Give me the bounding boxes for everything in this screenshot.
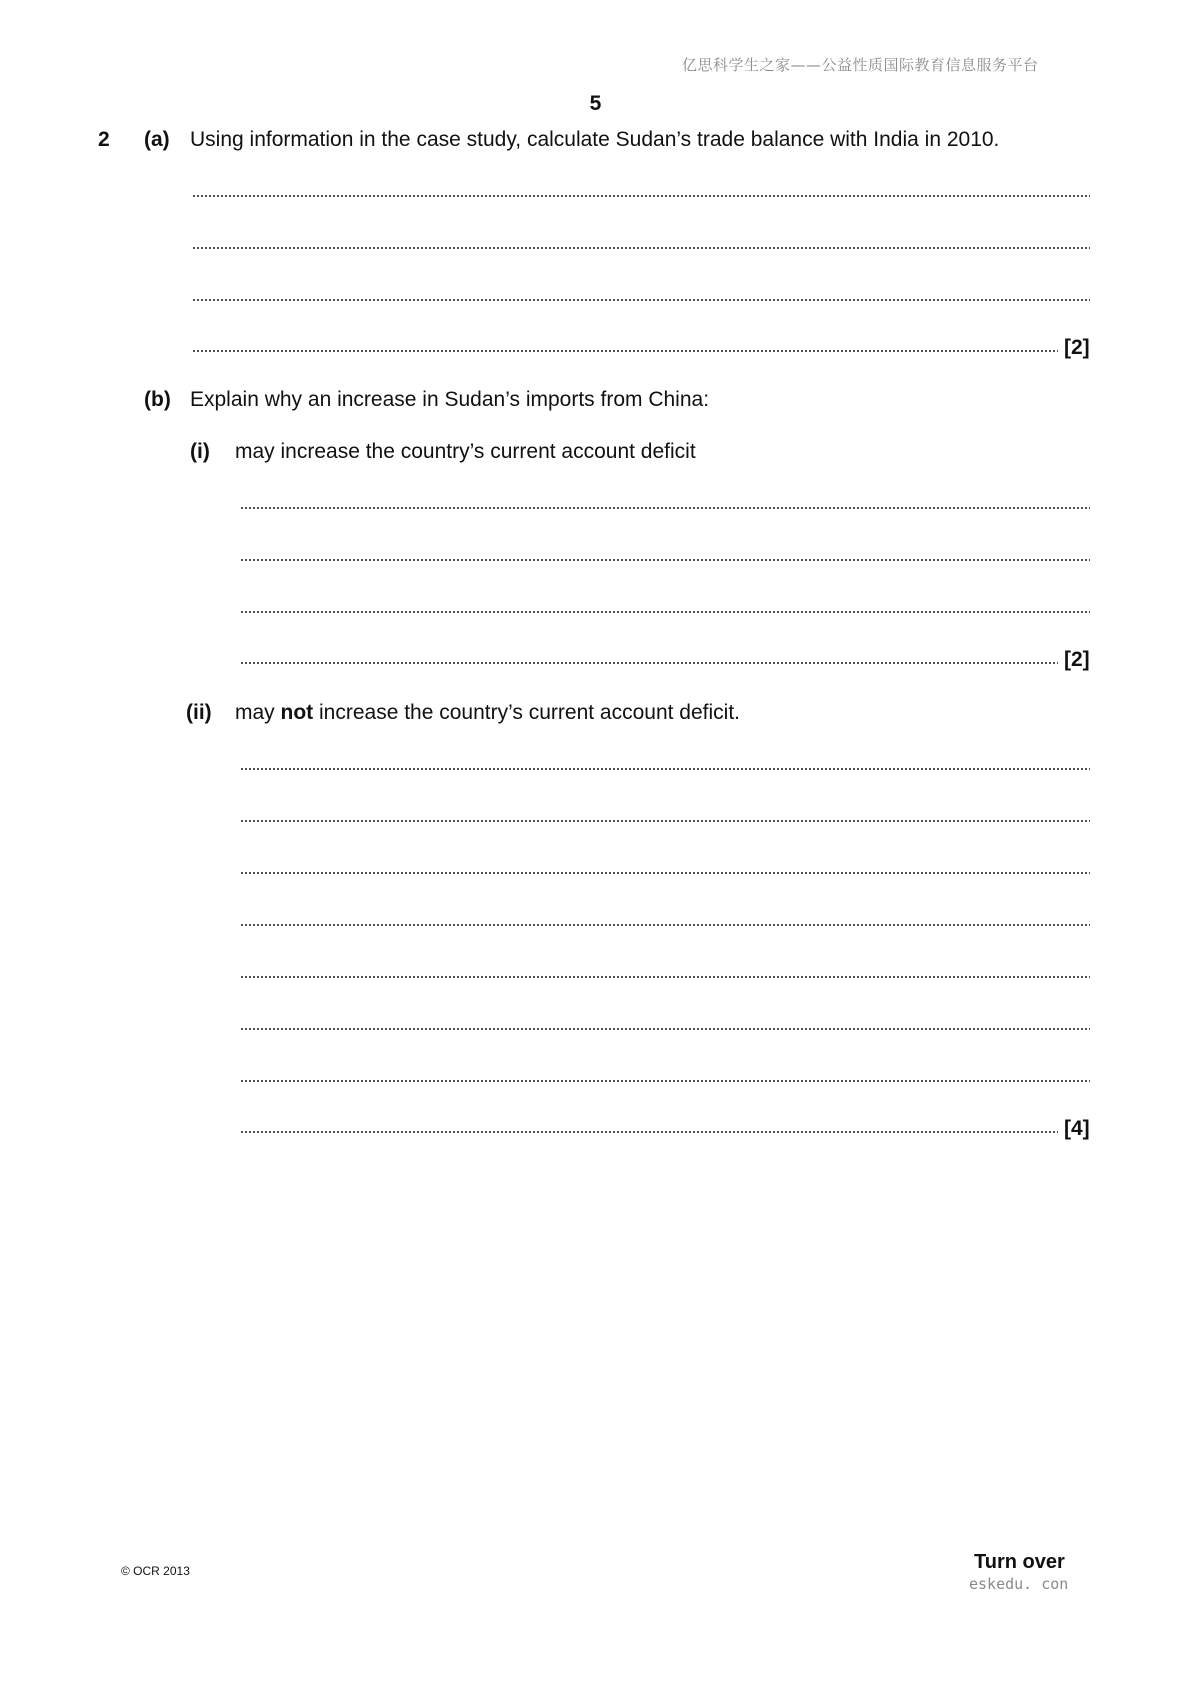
question-number: 2 <box>98 128 110 151</box>
answer-line[interactable] <box>240 656 1058 670</box>
footer-watermark: eskedu. con <box>969 1575 1069 1593</box>
marks-part-a: [2] <box>1064 336 1090 359</box>
page-number: 5 <box>589 92 602 115</box>
answer-line[interactable] <box>240 1074 1090 1088</box>
answer-line[interactable] <box>240 553 1090 567</box>
answer-line[interactable] <box>240 866 1090 880</box>
answer-line[interactable] <box>240 762 1090 776</box>
sub-i-question-text: may increase the country’s current account deficit <box>235 440 696 463</box>
answer-line[interactable] <box>240 501 1090 515</box>
turn-over-label: Turn over <box>974 1551 1065 1573</box>
part-a-label: (a) <box>144 128 170 151</box>
marks-sub-i: [2] <box>1064 648 1090 671</box>
copyright: © OCR 2013 <box>121 1564 190 1578</box>
answer-line[interactable] <box>192 293 1090 307</box>
part-b-question-text: Explain why an increase in Sudan’s imports from China: <box>190 388 710 411</box>
sub-ii-question-text <box>235 701 740 725</box>
part-b-label: (b) <box>144 388 171 411</box>
answer-line[interactable] <box>240 970 1090 984</box>
sub-ii-text-before: may <box>235 701 281 724</box>
answer-line[interactable] <box>192 344 1058 358</box>
answer-line[interactable] <box>192 241 1090 255</box>
part-a-question-text: Using information in the case study, calculate Sudan’s trade balance with India in 2010. <box>190 128 1000 151</box>
sub-i-label: (i) <box>190 440 210 463</box>
sub-ii-text-bold: not <box>280 701 314 724</box>
answer-line[interactable] <box>240 605 1090 619</box>
answer-line[interactable] <box>240 1022 1090 1036</box>
sub-ii-label: (ii) <box>186 701 212 724</box>
marks-sub-ii: [4] <box>1064 1117 1090 1140</box>
sub-ii-text-after: increase the country’s current account deficit. <box>313 701 741 724</box>
answer-line[interactable] <box>240 1125 1058 1139</box>
answer-line[interactable] <box>192 189 1090 203</box>
answer-line[interactable] <box>240 814 1090 828</box>
header-watermark: 亿思科学生之家——公益性质国际教育信息服务平台 <box>682 56 1039 74</box>
answer-line[interactable] <box>240 918 1090 932</box>
